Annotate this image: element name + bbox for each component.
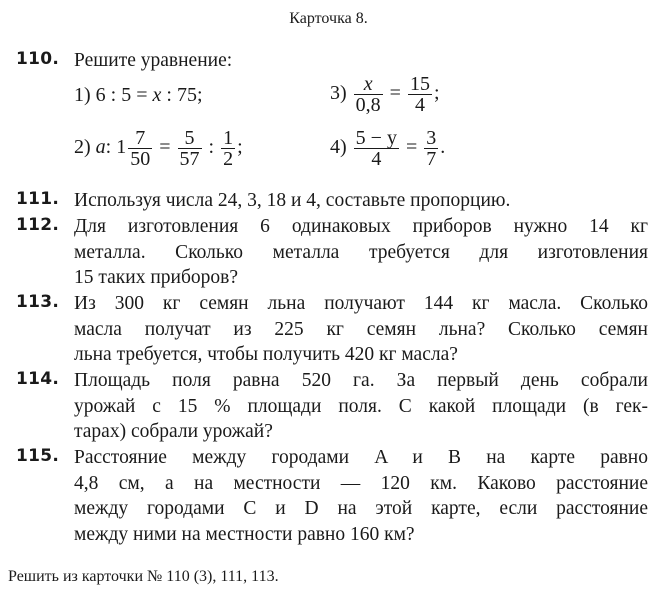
- problem-line: льна требуется, чтобы получить 420 кг масла?: [74, 344, 458, 366]
- equation-end: ;: [237, 136, 243, 159]
- fraction: $\frac{7}{50}$: [130, 127, 151, 170]
- problem-line: между ними на местности равно 160 км?: [74, 523, 415, 545]
- equation-variable: a: [95, 136, 106, 159]
- equation-variable: x: [152, 84, 162, 106]
- equation-2: [74, 128, 243, 169]
- problem-111: [16, 188, 648, 214]
- fraction: $\frac{1}{2}$: [223, 127, 234, 170]
- problem-number: 112.: [16, 215, 60, 235]
- fraction: $\frac{5}{57}$: [179, 127, 200, 170]
- problem-number: 115.: [16, 446, 60, 466]
- problem-number: 110.: [16, 49, 60, 69]
- equals-sign: =: [405, 136, 418, 159]
- equation-label: 1): [74, 84, 91, 106]
- equation-3: [330, 74, 440, 115]
- equation-colon: :: [208, 136, 215, 159]
- card-title: Карточка 8.: [289, 10, 368, 27]
- problem-number: 114.: [16, 369, 60, 389]
- problem-115: [16, 445, 648, 549]
- problem-113: [16, 291, 648, 369]
- problem-line: тарах) собрали урожай?: [74, 421, 273, 443]
- problem-114: [16, 368, 648, 446]
- equals-sign: =: [389, 82, 401, 105]
- equation-right: : 75;: [166, 84, 203, 106]
- problem-112: [16, 214, 648, 292]
- problem-line: Расстояние между городами A и B на карте равно: [74, 447, 648, 468]
- problem-instruction: Решите уравнение:: [74, 50, 233, 71]
- problem-line: Для изготовления 6 одинаковых приборов нужно 14 кг: [74, 216, 648, 237]
- problem-line: 15 таких приборов?: [74, 267, 238, 289]
- homework-note: Решить из карточки № 110 (3), 111, 113.: [8, 568, 279, 585]
- problem-line: урожай с 15 % площади поля. С какой площади (в гек-: [74, 395, 648, 417]
- problem-number: 113.: [16, 292, 60, 312]
- fraction: $\frac{x}{0,8}$: [355, 73, 381, 116]
- problem-110: [16, 48, 648, 188]
- fraction: $\frac{5 - y}{4}$: [355, 127, 397, 170]
- problem-number: 111.: [16, 189, 60, 209]
- problem-line: металла. Сколько металла требуется для изготовления: [74, 241, 648, 263]
- equation-left: 6 : 5 =: [95, 84, 148, 106]
- problem-line: 4,8 см, а на местности — 120 км. Каково расстояние: [74, 472, 648, 494]
- problem-line: Площадь поля равна 520 га. За первый день собрали: [74, 370, 648, 391]
- problem-line: Из 300 кг семян льна получают 144 кг масла. Сколько: [74, 293, 648, 314]
- equals-sign: =: [159, 136, 171, 159]
- fraction: $\frac{15}{4}$: [409, 73, 430, 116]
- equation-colon: : 1: [105, 136, 127, 159]
- problem-line: масла получат из 225 кг семян льна? Сколько семян: [74, 318, 648, 340]
- equation-label: 3): [330, 82, 347, 105]
- equation-label: 2): [74, 136, 91, 159]
- equation-end: .: [440, 136, 446, 159]
- problem-line: между городами C и D на этой карте, если расстояние: [74, 498, 648, 520]
- fraction: $\frac{3}{7}$: [426, 127, 437, 170]
- equation-end: ;: [433, 82, 440, 105]
- equation-1: [74, 84, 203, 107]
- problem-line: Используя числа 24, 3, 18 и 4, составьте пропорцию.: [74, 190, 511, 211]
- equation-label: 4): [330, 136, 347, 159]
- equation-4: [330, 128, 445, 169]
